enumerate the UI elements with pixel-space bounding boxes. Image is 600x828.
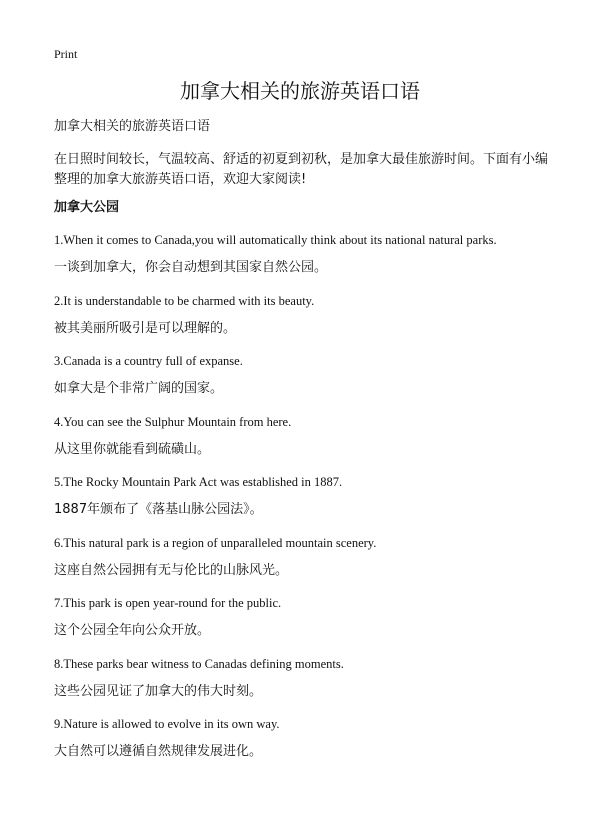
print-link[interactable]: Print xyxy=(54,47,78,61)
phrase-english: 7.This park is open year-round for the public. xyxy=(54,596,282,610)
phrase-english: 3.Canada is a country full of expanse. xyxy=(54,354,243,368)
phrase-chinese: 这些公园见证了加拿大的伟大时刻。 xyxy=(54,683,263,699)
phrase-item xyxy=(54,232,574,293)
page-title: 加拿大相关的旅游英语口语 xyxy=(180,79,420,103)
phrase-item xyxy=(54,595,574,656)
phrase-item xyxy=(54,474,574,535)
phrase-english: 1.When it comes to Canada,you will automatically think about its national natural parks. xyxy=(54,233,497,247)
phrase-item xyxy=(54,353,574,414)
phrase-english: 9.Nature is allowed to evolve in its own way. xyxy=(54,717,280,731)
section-heading: 加拿大公园 xyxy=(54,200,120,215)
article-subtitle: 加拿大相关的旅游英语口语 xyxy=(54,119,211,134)
phrase-chinese: 这个公园全年向公众开放。 xyxy=(54,623,211,638)
phrase-list xyxy=(54,232,574,777)
phrase-english: 8.These parks bear witness to Canadas defining moments. xyxy=(54,656,344,671)
phrase-item xyxy=(54,414,574,475)
phrase-chinese: 从这里你就能看到硫磺山。 xyxy=(54,441,211,457)
phrase-item xyxy=(54,716,574,777)
phrase-item xyxy=(54,656,574,717)
phrase-english: 4.You can see the Sulphur Mountain from here. xyxy=(54,414,292,429)
phrase-chinese: 1887年颁布了《落基山脉公园法》。 xyxy=(54,502,263,517)
phrase-chinese: 一谈到加拿大，你会自动想到其国家自然公园。 xyxy=(54,260,328,275)
phrase-chinese: 大自然可以遵循自然规律发展进化。 xyxy=(54,744,263,759)
phrase-chinese: 如拿大是个非常广阔的国家。 xyxy=(54,381,224,396)
phrase-item xyxy=(54,535,574,596)
phrase-chinese: 被其美丽所吸引是可以理解的。 xyxy=(54,320,237,336)
phrase-english: 5.The Rocky Mountain Park Act was established in 1887. xyxy=(54,475,343,489)
phrase-english: 2.It is understandable to be charmed with its beauty. xyxy=(54,293,315,308)
phrase-chinese: 这座自然公园拥有无与伦比的山脉风光。 xyxy=(54,562,289,578)
intro-paragraph: 在日照时间较长，气温较高、舒适的初夏到初秋，是加拿大最佳旅游时间。下面有小编整理的加拿大旅游英语口语，欢迎大家阅读! xyxy=(54,152,549,187)
phrase-item xyxy=(54,293,574,354)
phrase-english: 6.This natural park is a region of unparalleled mountain scenery. xyxy=(54,535,377,550)
